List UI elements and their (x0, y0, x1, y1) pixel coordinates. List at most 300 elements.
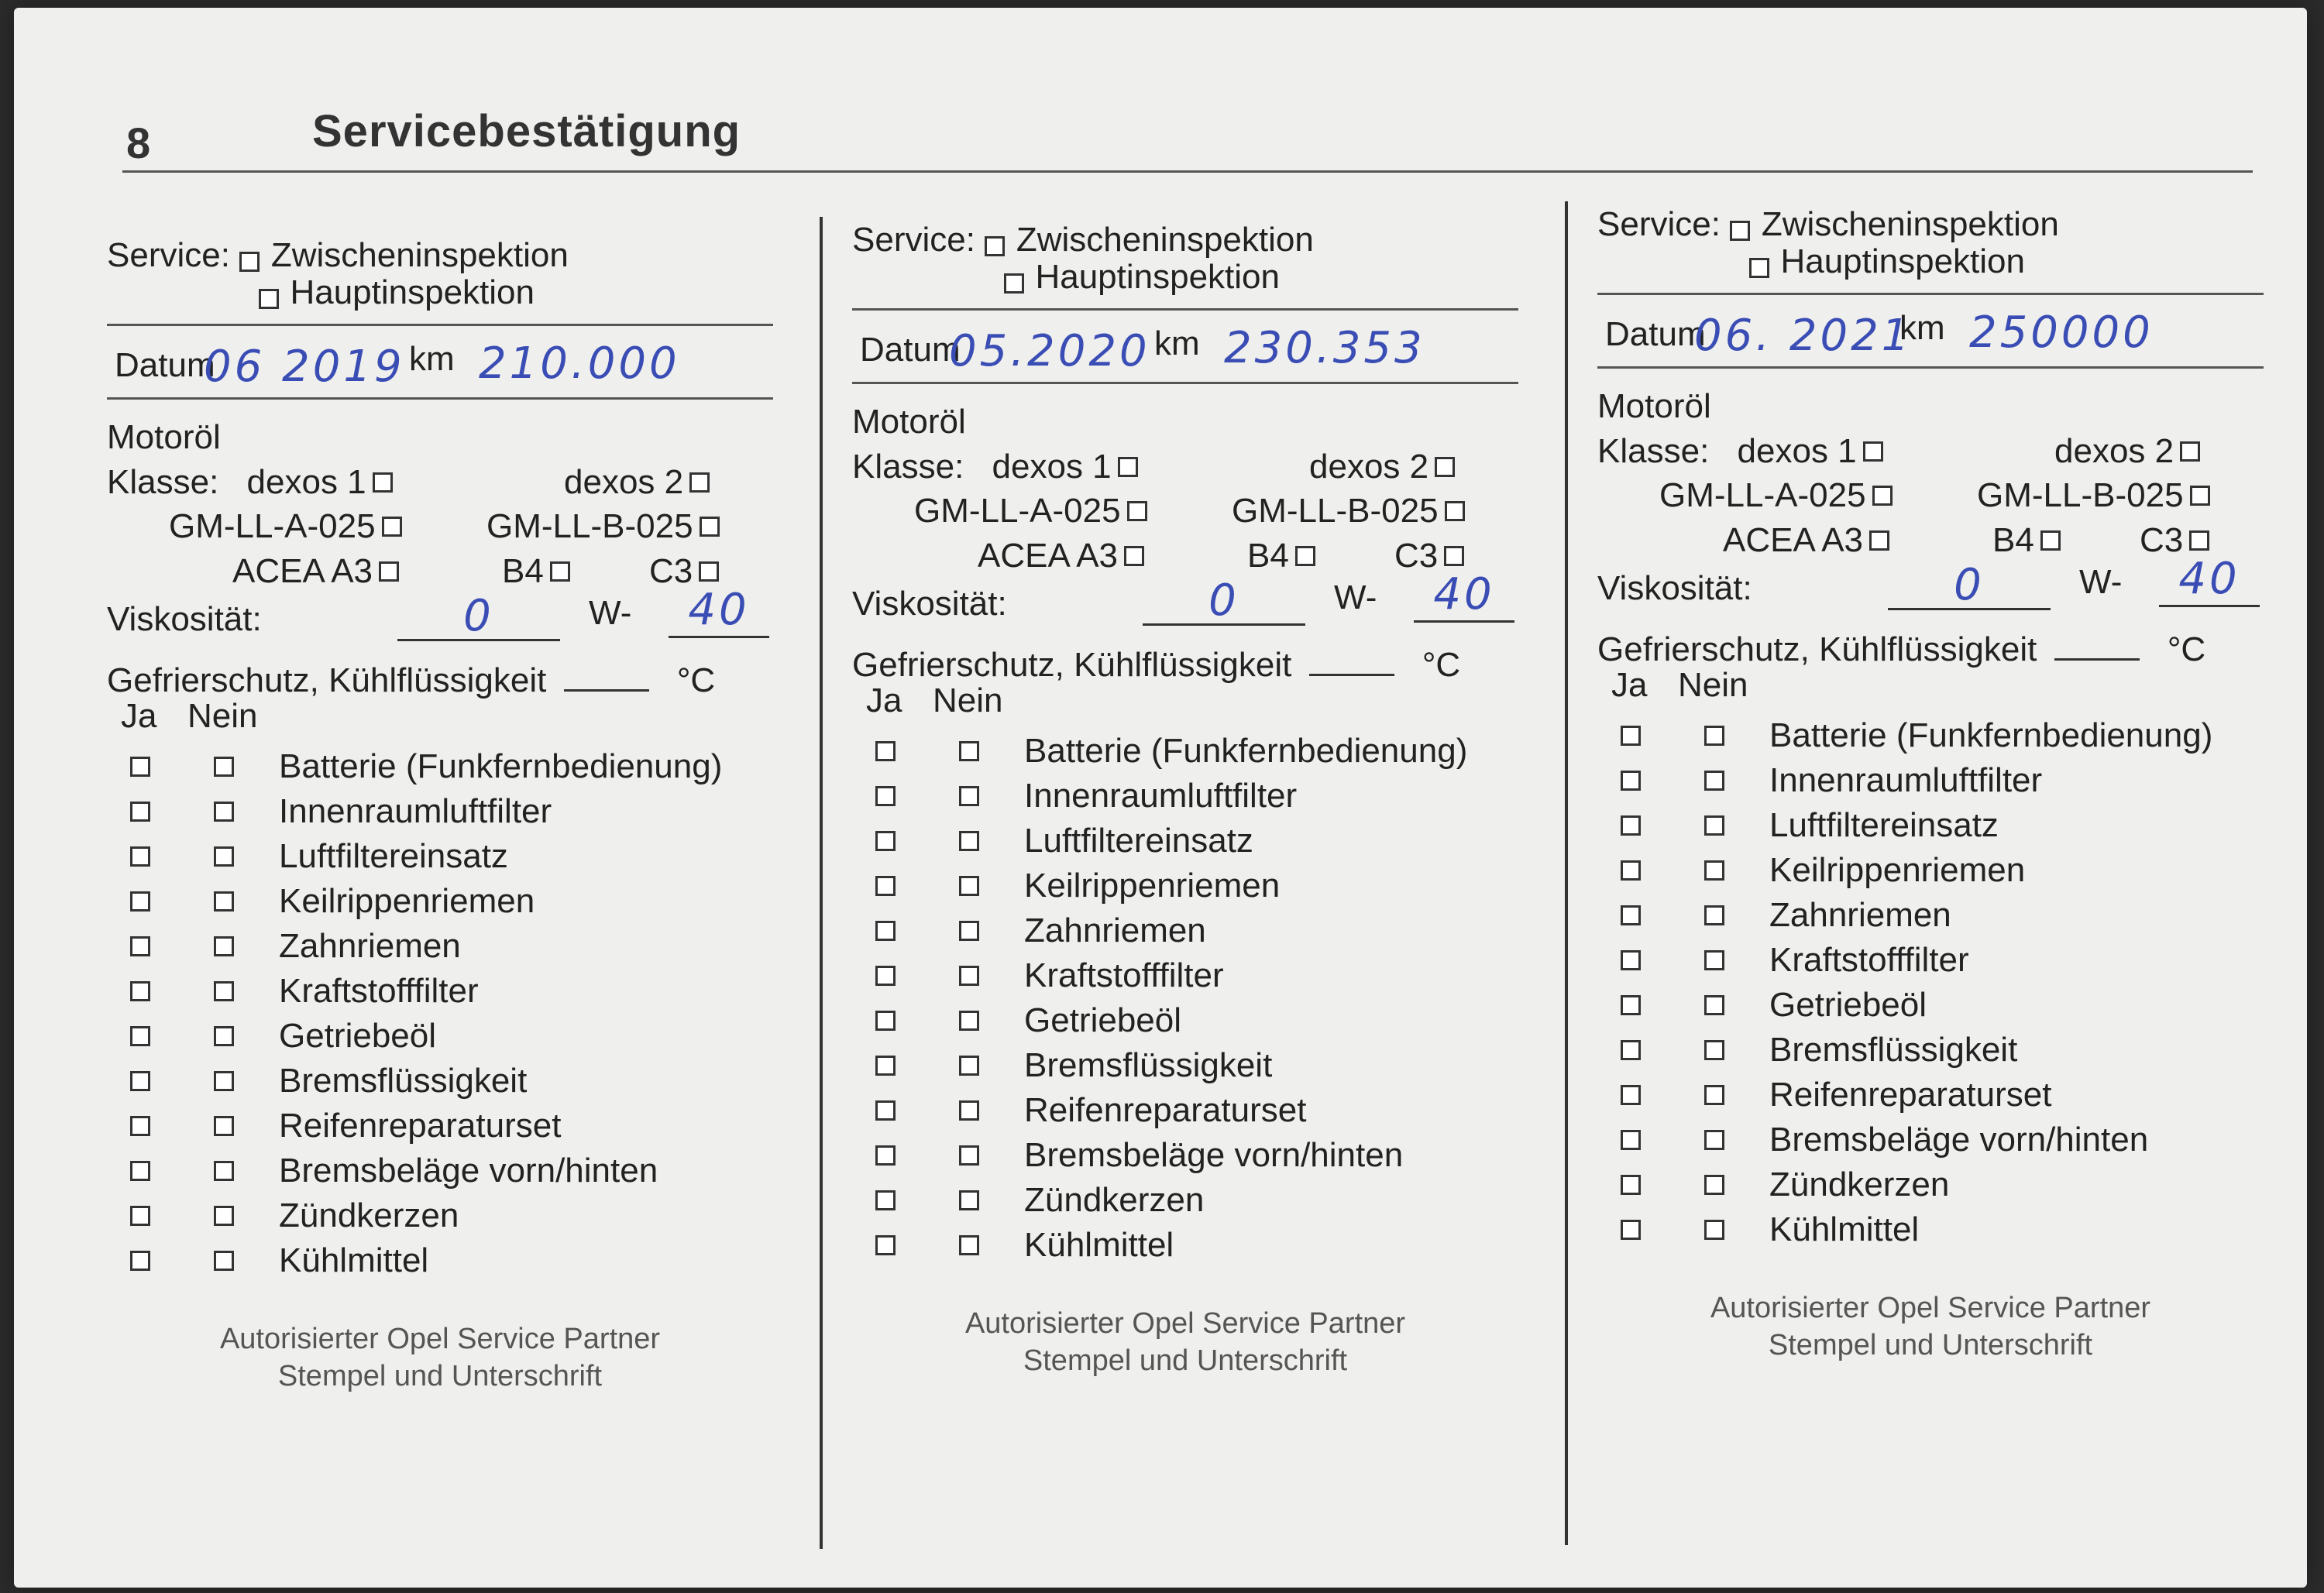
gm-ll-a-025-label: GM-LL-A-025 (169, 507, 376, 545)
checklist-item-label: Reifenreparaturset (279, 1107, 562, 1145)
dexos2-checkbox[interactable] (689, 472, 710, 493)
km-value[interactable]: 210.000 (479, 338, 680, 389)
c3-checkbox[interactable] (1444, 546, 1464, 566)
viscosity-low-field[interactable] (1143, 575, 1305, 626)
divider (852, 382, 1518, 384)
ja-checkbox[interactable] (1621, 1085, 1641, 1105)
checklist-item (852, 1001, 1518, 1042)
gefrierschutz-label: Gefrierschutz, Kühlflüssigkeit (1597, 630, 2037, 668)
dexos1-checkbox[interactable] (1863, 441, 1883, 462)
c3-checkbox[interactable] (699, 561, 719, 582)
checklist-item (1597, 1031, 2264, 1071)
ja-checkbox[interactable] (1621, 1175, 1641, 1195)
checklist-item-label: Innenraumluftfilter (1769, 761, 2043, 799)
ja-checkbox[interactable] (130, 981, 150, 1001)
ja-checkbox[interactable] (875, 1011, 896, 1031)
gm-ll-a-025-checkbox[interactable] (382, 517, 402, 537)
nein-checkbox[interactable] (1704, 726, 1724, 746)
datum-label: Datum (860, 331, 961, 369)
ja-checkbox[interactable] (875, 921, 896, 941)
c3-label: C3 (2140, 521, 2184, 559)
page-header (122, 101, 2253, 173)
checklist-item (107, 1107, 773, 1147)
stamp-area (1597, 1289, 2264, 1364)
nein-checkbox[interactable] (1704, 1040, 1724, 1060)
ja-checkbox[interactable] (1621, 1220, 1641, 1240)
checklist-item-label: Kraftstofffilter (1024, 956, 1224, 994)
checklist-item (852, 1181, 1518, 1221)
checklist-item-label: Luftfiltereinsatz (279, 837, 508, 875)
checklist-item (852, 777, 1518, 817)
ja-checkbox[interactable] (1621, 950, 1641, 970)
ja-checkbox[interactable] (130, 891, 150, 912)
column-divider-1 (820, 217, 823, 1549)
antifreeze-row (1597, 620, 2205, 669)
ja-checkbox[interactable] (875, 1056, 896, 1076)
ja-checkbox[interactable] (130, 1206, 150, 1226)
nein-checkbox[interactable] (214, 846, 234, 867)
nein-checkbox[interactable] (1704, 815, 1724, 836)
checklist-item-label: Bremsflüssigkeit (1024, 1046, 1273, 1084)
checklist-item (1597, 896, 2264, 936)
checklist-item-label: Kraftstofffilter (279, 972, 479, 1010)
nein-checkbox[interactable] (959, 966, 979, 986)
checklist-item (1597, 986, 2264, 1026)
ja-checkbox[interactable] (1621, 1130, 1641, 1150)
divider (107, 397, 773, 400)
ja-checkbox[interactable] (875, 786, 896, 806)
checklist-item-label: Batterie (Funkfernbedienung) (279, 747, 723, 785)
nein-checkbox[interactable] (1704, 860, 1724, 881)
nein-checkbox[interactable] (959, 1100, 979, 1121)
datum-value[interactable]: 06. 2021 (1694, 311, 1913, 361)
nein-checkbox[interactable] (214, 1206, 234, 1226)
nein-checkbox[interactable] (959, 786, 979, 806)
dexos1-label: dexos 1 (1737, 432, 1857, 470)
nein-checkbox[interactable] (959, 1190, 979, 1210)
zwischeninspektion-label: Zwischeninspektion (1761, 205, 2059, 243)
acea-a3-label: ACEA A3 (232, 552, 373, 590)
oil-class-row-3 (1723, 521, 1897, 560)
checklist-item-label: Reifenreparaturset (1024, 1091, 1307, 1129)
service-type-haupt (998, 258, 1280, 297)
viscosity-low-value: 0 (1954, 560, 1985, 610)
checklist-item (852, 822, 1518, 862)
ja-checkbox[interactable] (130, 1071, 150, 1091)
b4-checkbox[interactable] (2040, 530, 2061, 551)
nein-checkbox[interactable] (959, 921, 979, 941)
nein-checkbox[interactable] (214, 1116, 234, 1136)
footer-partner-label: Autorisierter Opel Service Partner (219, 1323, 661, 1355)
ja-checkbox[interactable] (1621, 815, 1641, 836)
service-label: Service: (107, 236, 230, 274)
celsius-label: °C (1422, 646, 1461, 684)
column-divider-2 (1565, 201, 1568, 1545)
footer-partner-label: Autorisierter Opel Service Partner (1710, 1292, 2151, 1324)
motoroel-heading: Motoröl (1597, 387, 1711, 425)
acea-a3-label: ACEA A3 (978, 537, 1119, 575)
checklist-item-label: Getriebeöl (1024, 1001, 1182, 1039)
ja-checkbox[interactable] (130, 757, 150, 777)
nein-checkbox[interactable] (214, 757, 234, 777)
nein-checkbox[interactable] (214, 1071, 234, 1091)
checklist-item (852, 956, 1518, 997)
oil-class-row-1b (1309, 448, 1463, 486)
gm-ll-b-025-checkbox[interactable] (700, 517, 720, 537)
c3-label: C3 (1394, 537, 1439, 575)
checklist-item-label: Bremsbeläge vorn/hinten (279, 1152, 658, 1190)
hauptinspektion-label: Hauptinspektion (1035, 258, 1280, 296)
ja-header: Ja (1611, 666, 1648, 704)
oil-class-row-2b (486, 507, 727, 546)
antifreeze-field[interactable] (1309, 635, 1394, 676)
nein-checkbox[interactable] (1704, 1220, 1724, 1240)
nein-checkbox[interactable] (1704, 771, 1724, 791)
nein-checkbox[interactable] (1704, 905, 1724, 925)
checklist-item-label: Bremsflüssigkeit (1769, 1031, 2018, 1069)
checklist-item (1597, 716, 2264, 757)
checklist-item-label: Kraftstofffilter (1769, 941, 1969, 979)
checklist-item-label: Bremsflüssigkeit (279, 1062, 528, 1100)
w-label: W- (1334, 578, 1377, 616)
checklist-item-label: Innenraumluftfilter (1024, 777, 1298, 815)
checklist-item-label: Luftfiltereinsatz (1769, 806, 1999, 844)
hauptinspektion-checkbox[interactable] (1004, 273, 1024, 294)
viskositaet-label: Viskosität: (1597, 569, 1752, 607)
b4-label: B4 (1992, 521, 2034, 559)
antifreeze-field[interactable] (564, 651, 649, 692)
hauptinspektion-checkbox[interactable] (1749, 258, 1769, 278)
zwischeninspektion-label: Zwischeninspektion (270, 236, 569, 274)
checklist-item (107, 972, 773, 1012)
gefrierschutz-label: Gefrierschutz, Kühlflüssigkeit (852, 646, 1292, 684)
divider (107, 324, 773, 326)
checklist-item-label: Bremsbeläge vorn/hinten (1769, 1121, 2149, 1159)
checklist-item-label: Batterie (Funkfernbedienung) (1769, 716, 2213, 754)
oil-class-row-1b (564, 463, 717, 502)
w-label: W- (589, 594, 632, 632)
ja-checkbox[interactable] (1621, 771, 1641, 791)
nein-checkbox[interactable] (1704, 995, 1724, 1015)
checklist-item-label: Bremsbeläge vorn/hinten (1024, 1136, 1404, 1174)
checklist-item (107, 792, 773, 833)
nein-checkbox[interactable] (1704, 1130, 1724, 1150)
zwischeninspektion-checkbox[interactable] (1730, 221, 1750, 241)
nein-header: Nein (187, 697, 258, 735)
viscosity-row (1597, 569, 1752, 608)
ja-checkbox[interactable] (1621, 726, 1641, 746)
divider (1597, 366, 2264, 369)
dexos1-checkbox[interactable] (1118, 457, 1138, 477)
datum-value[interactable]: 06 2019 (204, 342, 405, 392)
nein-checkbox[interactable] (959, 1056, 979, 1076)
checklist-item (852, 1226, 1518, 1266)
oil-class-row-2 (914, 492, 1155, 530)
checklist-item-label: Kühlmittel (1024, 1226, 1174, 1264)
oil-class-row-2 (1659, 476, 1900, 515)
footer-partner-label: Autorisierter Opel Service Partner (964, 1307, 1406, 1340)
hauptinspektion-label: Hauptinspektion (1780, 242, 2025, 280)
checklist-item-label: Zündkerzen (1769, 1166, 1950, 1203)
checklist-item-label: Batterie (Funkfernbedienung) (1024, 732, 1468, 770)
checklist-item (107, 1196, 773, 1237)
footer-signature-label: Stempel und Unterschrift (1768, 1329, 2093, 1361)
oil-class-row-2b (1232, 492, 1473, 530)
zwischeninspektion-checkbox[interactable] (239, 252, 260, 272)
checklist-item (107, 1241, 773, 1282)
checklist-item (852, 867, 1518, 907)
antifreeze-row (852, 635, 1460, 685)
service-type-haupt (1743, 242, 2025, 281)
checklist-item-label: Getriebeöl (279, 1017, 437, 1055)
checklist-item (1597, 941, 2264, 981)
gm-ll-b-025-label: GM-LL-B-025 (486, 507, 693, 545)
checklist-item-label: Zahnriemen (279, 927, 461, 965)
oil-class-row-3b (502, 552, 578, 591)
service-type (852, 221, 1314, 259)
nein-checkbox[interactable] (1704, 1175, 1724, 1195)
celsius-label: °C (676, 661, 716, 699)
oil-class-row-2b (1977, 476, 2218, 515)
checklist-item-label: Keilrippenriemen (1769, 851, 2026, 889)
ja-checkbox[interactable] (875, 831, 896, 851)
service-type (1597, 205, 2059, 244)
ja-header: Ja (121, 697, 157, 735)
viscosity-high-value: 40 (688, 585, 750, 635)
km-label: km (1899, 309, 1945, 347)
service-booklet-page (14, 8, 2307, 1588)
checklist-item-label: Luftfiltereinsatz (1024, 822, 1253, 860)
viscosity-low-field[interactable] (1888, 560, 2051, 610)
service-type (107, 236, 569, 275)
nein-checkbox[interactable] (959, 1235, 979, 1255)
dexos1-checkbox[interactable] (373, 472, 393, 493)
gm-ll-a-025-checkbox[interactable] (1872, 486, 1893, 506)
checklist-item-label: Kühlmittel (1769, 1210, 1920, 1248)
datum-value[interactable]: 05.2020 (949, 326, 1150, 376)
oil-class-row-1 (1597, 432, 1891, 471)
checklist-item (107, 1017, 773, 1057)
page-title: Servicebestätigung (312, 106, 741, 156)
ja-checkbox[interactable] (1621, 860, 1641, 881)
service-record-3 (1597, 190, 2264, 1398)
gm-ll-a-025-checkbox[interactable] (1127, 501, 1147, 521)
ja-checkbox[interactable] (1621, 995, 1641, 1015)
viskositaet-label: Viskosität: (107, 600, 262, 638)
viscosity-high-field[interactable] (2159, 554, 2260, 607)
checklist-item (1597, 1121, 2264, 1161)
checklist-item (1597, 806, 2264, 846)
checklist-item (107, 882, 773, 922)
oil-class-row-1b (2054, 432, 2208, 471)
ja-checkbox[interactable] (130, 1251, 150, 1271)
stamp-area (107, 1320, 773, 1395)
acea-a3-checkbox[interactable] (379, 561, 399, 582)
zwischeninspektion-label: Zwischeninspektion (1016, 221, 1314, 259)
ja-checkbox[interactable] (875, 876, 896, 896)
oil-class-row-1 (852, 448, 1146, 486)
km-value[interactable]: 250000 (1969, 307, 2154, 358)
checklist-item-label: Reifenreparaturset (1769, 1076, 2052, 1114)
checklist-item (107, 747, 773, 788)
dexos2-label: dexos 2 (564, 463, 684, 501)
zwischeninspektion-checkbox[interactable] (985, 236, 1005, 256)
motoroel-heading: Motoröl (107, 418, 221, 456)
ja-checkbox[interactable] (875, 1145, 896, 1166)
b4-checkbox[interactable] (1295, 546, 1315, 566)
hauptinspektion-label: Hauptinspektion (290, 273, 535, 311)
celsius-label: °C (2167, 630, 2206, 668)
oil-class-row-2 (169, 507, 410, 546)
viscosity-low-value: 0 (463, 591, 494, 641)
gm-ll-b-025-label: GM-LL-B-025 (1977, 476, 2184, 514)
nein-checkbox[interactable] (214, 936, 234, 956)
footer-signature-label: Stempel und Unterschrift (1023, 1344, 1348, 1377)
motoroel-heading: Motoröl (852, 403, 966, 441)
checklist-item (107, 927, 773, 967)
nein-checkbox[interactable] (214, 1251, 234, 1271)
c3-checkbox[interactable] (2189, 530, 2209, 551)
acea-a3-checkbox[interactable] (1869, 530, 1889, 551)
dexos1-label: dexos 1 (246, 463, 366, 501)
oil-class-row-3 (232, 552, 407, 591)
checklist-item (852, 732, 1518, 772)
checklist-item-label: Zahnriemen (1769, 896, 1951, 934)
hauptinspektion-checkbox[interactable] (259, 289, 279, 309)
b4-checkbox[interactable] (550, 561, 570, 582)
nein-checkbox[interactable] (959, 1145, 979, 1166)
km-label: km (1154, 324, 1200, 362)
service-record-1 (107, 221, 773, 1429)
nein-checkbox[interactable] (959, 1011, 979, 1031)
checklist-item (1597, 1076, 2264, 1116)
checklist-item (1597, 1210, 2264, 1251)
datum-label: Datum (115, 346, 215, 384)
acea-a3-checkbox[interactable] (1124, 546, 1144, 566)
ja-header: Ja (866, 681, 902, 719)
antifreeze-field[interactable] (2054, 620, 2140, 661)
gefrierschutz-label: Gefrierschutz, Kühlflüssigkeit (107, 661, 547, 699)
nein-checkbox[interactable] (1704, 1085, 1724, 1105)
ja-checkbox[interactable] (130, 846, 150, 867)
ja-checkbox[interactable] (130, 1161, 150, 1181)
gm-ll-b-025-checkbox[interactable] (2190, 486, 2210, 506)
stamp-area (852, 1305, 1518, 1379)
nein-checkbox[interactable] (214, 1026, 234, 1046)
checklist-item (852, 912, 1518, 952)
checklist-item (852, 1091, 1518, 1131)
nein-checkbox[interactable] (959, 741, 979, 761)
ja-checkbox[interactable] (130, 936, 150, 956)
oil-class-row-1 (107, 463, 401, 502)
nein-checkbox[interactable] (214, 981, 234, 1001)
ja-checkbox[interactable] (1621, 905, 1641, 925)
gm-ll-a-025-label: GM-LL-A-025 (1659, 476, 1866, 514)
dexos2-checkbox[interactable] (2180, 441, 2200, 462)
antifreeze-row (107, 651, 715, 700)
viscosity-row (107, 600, 262, 639)
ja-checkbox[interactable] (875, 1235, 896, 1255)
checklist-item (1597, 1166, 2264, 1206)
checklist-item (107, 1062, 773, 1102)
ja-checkbox[interactable] (130, 1116, 150, 1136)
viscosity-high-value: 40 (1433, 569, 1495, 620)
nein-checkbox[interactable] (214, 1161, 234, 1181)
checklist-item-label: Keilrippenriemen (279, 882, 535, 920)
acea-a3-label: ACEA A3 (1723, 521, 1864, 559)
dexos2-checkbox[interactable] (1435, 457, 1455, 477)
nein-header: Nein (1678, 666, 1748, 704)
checklist-item (107, 1152, 773, 1192)
datum-label: Datum (1605, 315, 1706, 353)
checklist-item (852, 1046, 1518, 1087)
date-km-row (852, 320, 1518, 380)
dexos2-label: dexos 2 (2054, 432, 2174, 470)
ja-checkbox[interactable] (875, 966, 896, 986)
dexos2-label: dexos 2 (1309, 448, 1429, 486)
ja-checkbox[interactable] (1621, 1040, 1641, 1060)
ja-checkbox[interactable] (875, 741, 896, 761)
nein-checkbox[interactable] (959, 831, 979, 851)
viscosity-row (852, 585, 1007, 623)
ja-checkbox[interactable] (130, 1026, 150, 1046)
viscosity-high-value: 40 (2178, 554, 2240, 604)
km-value[interactable]: 230.353 (1224, 323, 1425, 373)
divider (1597, 293, 2264, 295)
checklist-item (1597, 761, 2264, 802)
checklist-item-label: Keilrippenriemen (1024, 867, 1281, 905)
footer-signature-label: Stempel und Unterschrift (277, 1360, 603, 1392)
viscosity-low-field[interactable] (397, 591, 560, 641)
date-km-row (107, 335, 773, 396)
viscosity-high-field[interactable] (669, 585, 769, 638)
divider (852, 308, 1518, 311)
nein-checkbox[interactable] (959, 876, 979, 896)
ja-checkbox[interactable] (130, 802, 150, 822)
checklist-item-label: Zündkerzen (1024, 1181, 1205, 1219)
ja-checkbox[interactable] (875, 1100, 896, 1121)
dexos1-label: dexos 1 (992, 448, 1112, 486)
klasse-label: Klasse: (107, 463, 219, 501)
service-label: Service: (852, 221, 975, 259)
viskositaet-label: Viskosität: (852, 585, 1007, 623)
nein-checkbox[interactable] (214, 802, 234, 822)
viscosity-high-field[interactable] (1414, 569, 1514, 623)
checklist-item-label: Innenraumluftfilter (279, 792, 552, 830)
nein-checkbox[interactable] (1704, 950, 1724, 970)
nein-header: Nein (933, 681, 1003, 719)
b4-label: B4 (502, 552, 544, 590)
checklist-item (107, 837, 773, 877)
gm-ll-b-025-label: GM-LL-B-025 (1232, 492, 1439, 530)
c3-label: C3 (649, 552, 693, 590)
checklist-item-label: Zündkerzen (279, 1196, 459, 1234)
checklist-item-label: Getriebeöl (1769, 986, 1927, 1024)
w-label: W- (2079, 563, 2123, 601)
oil-class-row-3b (1247, 537, 1323, 575)
checklist-item (852, 1136, 1518, 1176)
service-label: Service: (1597, 205, 1721, 243)
checklist-item-label: Kühlmittel (279, 1241, 429, 1279)
ja-checkbox[interactable] (875, 1190, 896, 1210)
gm-ll-b-025-checkbox[interactable] (1445, 501, 1465, 521)
date-km-row (1597, 304, 2264, 365)
checklist-item (1597, 851, 2264, 891)
page-number: 8 (126, 118, 151, 167)
klasse-label: Klasse: (1597, 432, 1710, 470)
nein-checkbox[interactable] (214, 891, 234, 912)
service-record-2 (852, 205, 1518, 1413)
